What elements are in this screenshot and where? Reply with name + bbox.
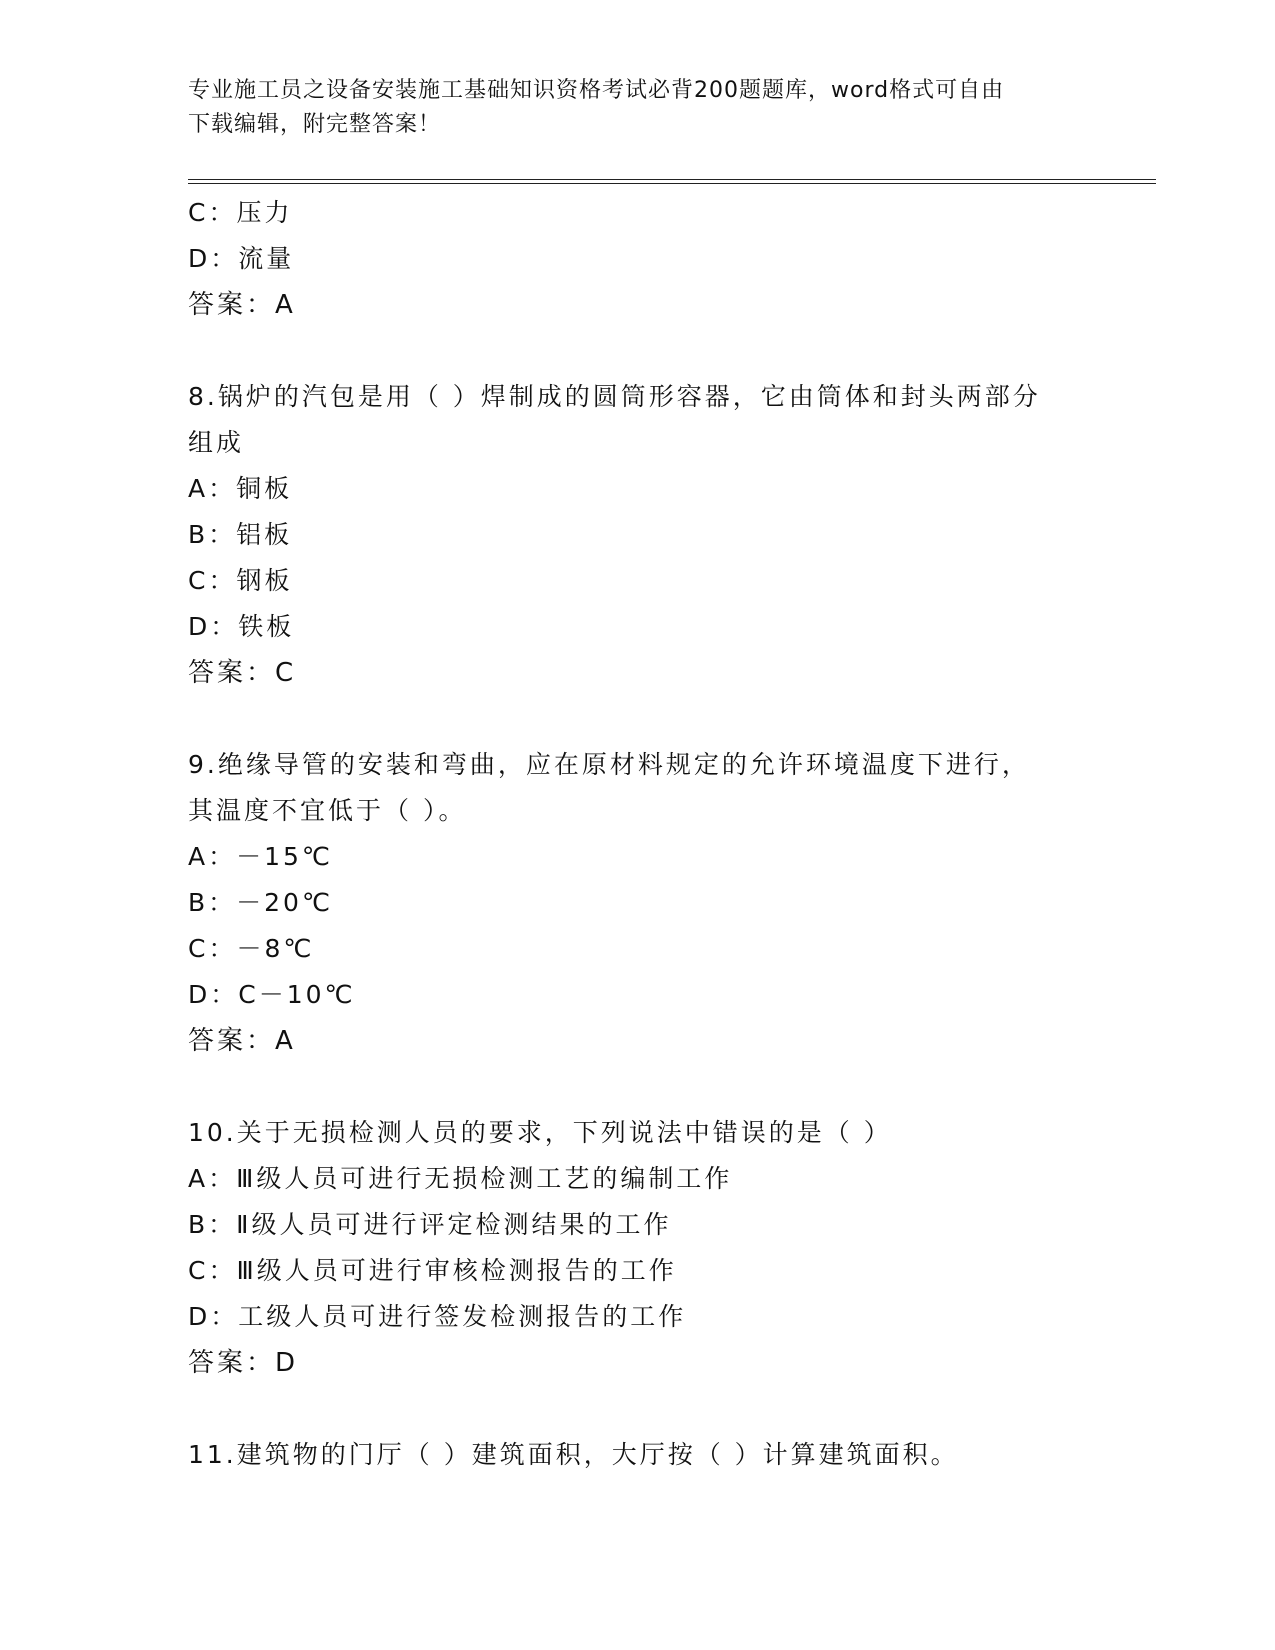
- q7-option-c: C：压力: [188, 198, 293, 227]
- header-line-2: 下载编辑，附完整答案！: [188, 112, 442, 137]
- question-list: [188, 190, 1088, 1478]
- spacer: [188, 1386, 1088, 1432]
- q8-option-a: A：铜板: [188, 474, 293, 503]
- q9-answer: 答案：A: [188, 1026, 296, 1056]
- q8-option-d: D：铁板: [188, 612, 295, 641]
- q7-answer: 答案：A: [188, 290, 296, 320]
- q8-stem-line-2: 组成: [188, 428, 245, 457]
- question-10: [188, 1110, 1088, 1386]
- q9-stem-line-1: 9.绝缘导管的安装和弯曲，应在原材料规定的允许环境温度下进行，: [188, 750, 1030, 779]
- q8-answer: 答案：C: [188, 658, 297, 688]
- question-9: [188, 742, 1088, 1064]
- q10-option-a: A：Ⅲ级人员可进行无损检测工艺的编制工作: [188, 1164, 733, 1193]
- q10-stem-line-1: 10.关于无损检测人员的要求，下列说法中错误的是（ ）: [188, 1118, 892, 1147]
- q7-option-d: D：流量: [188, 244, 295, 273]
- spacer: [188, 328, 1088, 374]
- q9-option-c: C：－8℃: [188, 934, 315, 963]
- header-line-1: 专业施工员之设备安装施工基础知识资格考试必背200题题库，word格式可自由: [188, 78, 1005, 103]
- q9-stem-line-2: 其温度不宜低于（ ）。: [188, 796, 467, 825]
- q8-stem-line-1: 8.锅炉的汽包是用（ ）焊制成的圆筒形容器，它由筒体和封头两部分: [188, 382, 1041, 411]
- q8-option-b: B：铝板: [188, 520, 293, 549]
- question-7: [188, 190, 1088, 328]
- q8-option-c: C：钢板: [188, 566, 293, 595]
- q10-answer: 答案：D: [188, 1348, 299, 1378]
- q10-option-b: B：Ⅱ级人员可进行评定检测结果的工作: [188, 1210, 672, 1239]
- spacer: [188, 696, 1088, 742]
- question-8: [188, 374, 1088, 696]
- q10-option-c: C：Ⅲ级人员可进行审核检测报告的工作: [188, 1256, 677, 1285]
- header-divider-bottom: [188, 183, 1156, 184]
- spacer: [188, 1064, 1088, 1110]
- header-divider-top: [188, 179, 1156, 180]
- question-11: [188, 1432, 1088, 1478]
- q9-option-b: B：－20℃: [188, 888, 334, 917]
- q9-option-a: A：－15℃: [188, 842, 333, 871]
- q9-option-d: D：C－10℃: [188, 980, 356, 1009]
- document-header: [188, 74, 1088, 142]
- q10-option-d: D：工级人员可进行签发检测报告的工作: [188, 1302, 687, 1331]
- q11-stem-line-1: 11.建筑物的门厅（ ）建筑面积，大厅按（ ）计算建筑面积。: [188, 1440, 959, 1469]
